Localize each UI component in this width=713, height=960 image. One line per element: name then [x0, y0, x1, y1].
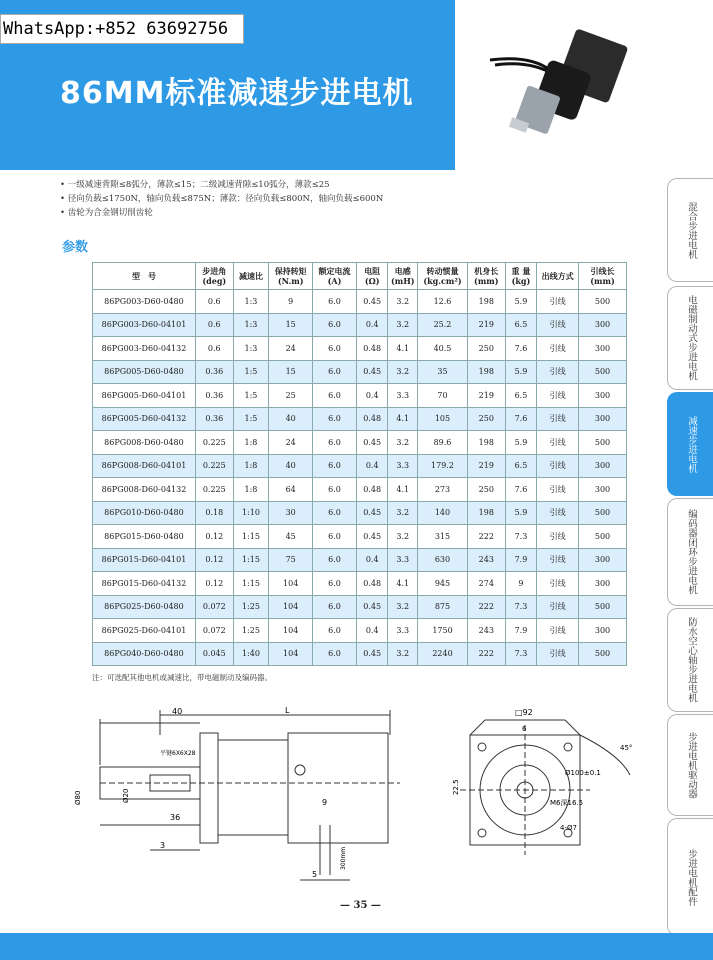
- table-cell: 500: [579, 595, 627, 619]
- table-row: [93, 337, 627, 361]
- table-cell: 70: [418, 384, 468, 408]
- table-cell: 6.0: [313, 478, 357, 502]
- table-cell: 24: [269, 431, 313, 455]
- table-cell: 引线: [537, 337, 579, 361]
- table-header-row: [93, 263, 627, 290]
- table-cell: 0.072: [195, 595, 233, 619]
- dim-40-label: 40: [172, 707, 183, 716]
- model-cell: 86PG025-D60-04101: [93, 619, 196, 643]
- table-cell: 6.0: [313, 572, 357, 596]
- page-title: 86MM标准减速步进电机: [60, 76, 414, 111]
- table-row: [93, 431, 627, 455]
- column-header: 保持转矩 (N.m): [269, 263, 313, 290]
- table-cell: 0.072: [195, 619, 233, 643]
- table-cell: 6.0: [313, 431, 357, 455]
- table-cell: 0.45: [356, 431, 388, 455]
- table-cell: 0.4: [356, 384, 388, 408]
- table-cell: 300: [579, 478, 627, 502]
- table-cell: 引线: [537, 501, 579, 525]
- table-cell: 1:25: [233, 619, 269, 643]
- table-row: [93, 454, 627, 478]
- table-cell: 104: [269, 572, 313, 596]
- dim-3-label: 3: [160, 841, 166, 850]
- table-row: [93, 548, 627, 572]
- table-cell: 引线: [537, 384, 579, 408]
- side-tab[interactable]: 减速步进电机: [667, 392, 713, 496]
- dim-36-label: 36: [170, 813, 181, 822]
- table-cell: 6.0: [313, 360, 357, 384]
- table-cell: 1:5: [233, 360, 269, 384]
- column-header: 机身长 (mm): [467, 263, 505, 290]
- table-cell: 945: [418, 572, 468, 596]
- table-cell: 300: [579, 384, 627, 408]
- table-cell: 9: [269, 290, 313, 314]
- table-cell: 1750: [418, 619, 468, 643]
- table-cell: 500: [579, 501, 627, 525]
- footer-bar: [0, 933, 713, 960]
- model-cell: 86PG005-D60-04132: [93, 407, 196, 431]
- model-cell: 86PG010-D60-0480: [93, 501, 196, 525]
- table-cell: 300: [579, 548, 627, 572]
- table-cell: 0.4: [356, 548, 388, 572]
- table-cell: 3.2: [388, 642, 418, 666]
- table-cell: 0.4: [356, 454, 388, 478]
- table-cell: 引线: [537, 313, 579, 337]
- model-cell: 86PG005-D60-0480: [93, 360, 196, 384]
- table-cell: 3.2: [388, 431, 418, 455]
- table-cell: 25: [269, 384, 313, 408]
- side-tab[interactable]: 步进电机配件: [667, 818, 713, 936]
- table-cell: 7.6: [505, 337, 537, 361]
- bullet-item: • 齿轮为合金钢切削齿轮: [60, 206, 383, 220]
- table-cell: 1:8: [233, 478, 269, 502]
- model-cell: 86PG015-D60-0480: [93, 525, 196, 549]
- table-cell: 198: [467, 360, 505, 384]
- table-cell: 0.225: [195, 431, 233, 455]
- table-cell: 140: [418, 501, 468, 525]
- table-cell: 引线: [537, 642, 579, 666]
- table-cell: 300: [579, 454, 627, 478]
- table-cell: 35: [418, 360, 468, 384]
- table-cell: 24: [269, 337, 313, 361]
- table-cell: 300: [579, 337, 627, 361]
- table-row: [93, 360, 627, 384]
- table-cell: 0.12: [195, 525, 233, 549]
- table-cell: 1:10: [233, 501, 269, 525]
- table-cell: 500: [579, 360, 627, 384]
- table-cell: 0.12: [195, 548, 233, 572]
- table-cell: 0.225: [195, 478, 233, 502]
- table-cell: 6.5: [505, 313, 537, 337]
- dim-5-label: 5: [312, 870, 318, 879]
- table-cell: 3.3: [388, 548, 418, 572]
- table-cell: 300: [579, 313, 627, 337]
- table-cell: 0.36: [195, 384, 233, 408]
- model-cell: 86PG025-D60-0480: [93, 595, 196, 619]
- table-cell: 0.48: [356, 407, 388, 431]
- contact-watermark: WhatsApp:+852 63692756: [0, 14, 244, 44]
- table-cell: 7.6: [505, 407, 537, 431]
- spec-table: [92, 262, 627, 666]
- table-cell: 6.5: [505, 384, 537, 408]
- table-cell: 引线: [537, 525, 579, 549]
- table-cell: 3.3: [388, 384, 418, 408]
- table-cell: 219: [467, 313, 505, 337]
- table-cell: 222: [467, 642, 505, 666]
- table-cell: 4.1: [388, 407, 418, 431]
- table-cell: 6.0: [313, 548, 357, 572]
- table-cell: 0.45: [356, 290, 388, 314]
- table-cell: 0.48: [356, 337, 388, 361]
- table-cell: 引线: [537, 595, 579, 619]
- table-cell: 4.1: [388, 337, 418, 361]
- page-number: — 35 —: [340, 900, 381, 911]
- table-cell: 104: [269, 642, 313, 666]
- table-cell: 5.9: [505, 360, 537, 384]
- table-cell: 6.0: [313, 407, 357, 431]
- column-header: 电阻 (Ω): [356, 263, 388, 290]
- table-row: [93, 407, 627, 431]
- table-cell: 引线: [537, 360, 579, 384]
- table-cell: 7.3: [505, 525, 537, 549]
- table-cell: 1:8: [233, 454, 269, 478]
- table-cell: 315: [418, 525, 468, 549]
- table-cell: 15: [269, 313, 313, 337]
- table-cell: 3.2: [388, 290, 418, 314]
- holes-label: 4-Ø7: [560, 824, 577, 832]
- table-cell: 引线: [537, 548, 579, 572]
- model-cell: 86PG003-D60-04132: [93, 337, 196, 361]
- table-cell: 1:15: [233, 548, 269, 572]
- column-header: 型 号: [93, 263, 196, 290]
- table-row: [93, 642, 627, 666]
- table-cell: 6.0: [313, 642, 357, 666]
- table-cell: 6.0: [313, 525, 357, 549]
- table-cell: 0.45: [356, 595, 388, 619]
- table-row: [93, 619, 627, 643]
- table-cell: 3.2: [388, 501, 418, 525]
- table-row: [93, 384, 627, 408]
- column-header: 转动惯量 (kg.cm²): [418, 263, 468, 290]
- table-cell: 1:5: [233, 384, 269, 408]
- column-header: 减速比: [233, 263, 269, 290]
- table-cell: 500: [579, 525, 627, 549]
- table-cell: 7.6: [505, 478, 537, 502]
- thread-label: M6深16.5: [550, 799, 584, 807]
- side-tab[interactable]: 混合步进电机: [667, 178, 713, 282]
- column-header: 电感 (mH): [388, 263, 418, 290]
- feature-bullets: [60, 178, 383, 220]
- pcd-label: Ø100±0.1: [565, 769, 601, 777]
- table-cell: 630: [418, 548, 468, 572]
- table-cell: 引线: [537, 290, 579, 314]
- table-cell: 40: [269, 454, 313, 478]
- table-cell: 3.2: [388, 313, 418, 337]
- table-cell: 3.3: [388, 619, 418, 643]
- table-cell: 104: [269, 595, 313, 619]
- table-cell: 引线: [537, 454, 579, 478]
- table-cell: 219: [467, 454, 505, 478]
- table-cell: 40.5: [418, 337, 468, 361]
- table-cell: 179.2: [418, 454, 468, 478]
- side-tab[interactable]: 编码器闭环步进电机: [667, 498, 713, 606]
- dimension-drawing: [60, 705, 660, 895]
- table-cell: 0.36: [195, 407, 233, 431]
- table-cell: 3.2: [388, 525, 418, 549]
- table-cell: 0.36: [195, 360, 233, 384]
- table-cell: 1:8: [233, 431, 269, 455]
- table-row: [93, 290, 627, 314]
- column-header: 出线方式: [537, 263, 579, 290]
- table-cell: 6.0: [313, 454, 357, 478]
- table-cell: 300: [579, 407, 627, 431]
- table-row: [93, 313, 627, 337]
- table-cell: 1:15: [233, 572, 269, 596]
- table-cell: 引线: [537, 478, 579, 502]
- dim-6-label: 6: [522, 725, 527, 733]
- table-row: [93, 595, 627, 619]
- table-cell: 7.3: [505, 642, 537, 666]
- table-cell: 0.4: [356, 619, 388, 643]
- table-cell: 45: [269, 525, 313, 549]
- table-cell: 1:15: [233, 525, 269, 549]
- table-cell: 1:3: [233, 290, 269, 314]
- side-tab[interactable]: 电磁制动式步进电机: [667, 286, 713, 390]
- table-cell: 274: [467, 572, 505, 596]
- table-cell: 3.3: [388, 454, 418, 478]
- table-cell: 198: [467, 431, 505, 455]
- table-cell: 5.9: [505, 290, 537, 314]
- table-cell: 15: [269, 360, 313, 384]
- column-header: 步进角 (deg): [195, 263, 233, 290]
- table-cell: 64: [269, 478, 313, 502]
- table-cell: 1:3: [233, 313, 269, 337]
- table-cell: 0.225: [195, 454, 233, 478]
- table-row: [93, 572, 627, 596]
- table-cell: 0.45: [356, 501, 388, 525]
- side-tab[interactable]: 步进电机驱动器: [667, 714, 713, 816]
- table-row: [93, 478, 627, 502]
- table-cell: 6.0: [313, 290, 357, 314]
- table-row: [93, 525, 627, 549]
- table-cell: 0.48: [356, 478, 388, 502]
- table-cell: 6.5: [505, 454, 537, 478]
- table-cell: 12.6: [418, 290, 468, 314]
- table-cell: 30: [269, 501, 313, 525]
- table-cell: 0.4: [356, 313, 388, 337]
- square-92-label: □92: [515, 708, 533, 717]
- table-cell: 0.45: [356, 642, 388, 666]
- model-cell: 86PG008-D60-04132: [93, 478, 196, 502]
- table-cell: 2240: [418, 642, 468, 666]
- table-cell: 1:25: [233, 595, 269, 619]
- model-cell: 86PG008-D60-04101: [93, 454, 196, 478]
- side-tab[interactable]: 防水空心轴步进电机: [667, 608, 713, 712]
- table-cell: 7.9: [505, 619, 537, 643]
- table-cell: 0.18: [195, 501, 233, 525]
- table-cell: 40: [269, 407, 313, 431]
- dim-L-label: L: [285, 706, 290, 715]
- table-cell: 0.48: [356, 572, 388, 596]
- table-cell: 6.0: [313, 501, 357, 525]
- table-cell: 273: [418, 478, 468, 502]
- table-cell: 243: [467, 619, 505, 643]
- model-cell: 86PG015-D60-04132: [93, 572, 196, 596]
- table-cell: 引线: [537, 572, 579, 596]
- model-cell: 86PG008-D60-0480: [93, 431, 196, 455]
- table-cell: 222: [467, 595, 505, 619]
- table-cell: 3.2: [388, 360, 418, 384]
- table-cell: 4.1: [388, 478, 418, 502]
- table-cell: 75: [269, 548, 313, 572]
- table-cell: 3.2: [388, 595, 418, 619]
- table-cell: 500: [579, 431, 627, 455]
- motor-product-image: [470, 20, 640, 160]
- table-cell: 0.12: [195, 572, 233, 596]
- table-cell: 1:40: [233, 642, 269, 666]
- table-cell: 500: [579, 642, 627, 666]
- table-cell: 0.6: [195, 337, 233, 361]
- table-cell: 875: [418, 595, 468, 619]
- table-row: [93, 501, 627, 525]
- section-title: 参数: [62, 240, 89, 255]
- table-cell: 引线: [537, 407, 579, 431]
- table-cell: 6.0: [313, 619, 357, 643]
- table-cell: 5.9: [505, 431, 537, 455]
- table-cell: 198: [467, 501, 505, 525]
- table-note: 注：可选配其他电机或减速比，带电磁制动及编码器。: [92, 673, 272, 682]
- table-cell: 7.9: [505, 548, 537, 572]
- model-cell: 86PG003-D60-04101: [93, 313, 196, 337]
- table-cell: 9: [505, 572, 537, 596]
- model-cell: 86PG040-D60-0480: [93, 642, 196, 666]
- table-cell: 6.0: [313, 384, 357, 408]
- table-cell: 6.0: [313, 313, 357, 337]
- table-cell: 引线: [537, 431, 579, 455]
- table-cell: 250: [467, 478, 505, 502]
- table-cell: 0.45: [356, 360, 388, 384]
- column-header: 重 量 (kg): [505, 263, 537, 290]
- bullet-item: • 径向负载≤1750N，轴向负载≤875N；薄款：径向负载≤800N，轴向负载≤600N: [60, 192, 383, 206]
- table-cell: 104: [269, 619, 313, 643]
- table-cell: 222: [467, 525, 505, 549]
- bullet-item: • 一级减速背隙≤8弧分，薄款≤15；二级减速背隙≤10弧分，薄款≤25: [60, 178, 383, 192]
- table-cell: 0.045: [195, 642, 233, 666]
- model-cell: 86PG003-D60-0480: [93, 290, 196, 314]
- table-cell: 6.0: [313, 595, 357, 619]
- dim-9-label: 9: [322, 798, 328, 807]
- angle-label: 45°: [620, 744, 633, 752]
- table-cell: 198: [467, 290, 505, 314]
- table-cell: 1:3: [233, 337, 269, 361]
- table-cell: 4.1: [388, 572, 418, 596]
- table-cell: 0.6: [195, 290, 233, 314]
- model-cell: 86PG015-D60-04101: [93, 548, 196, 572]
- dia-20-label: Ø20: [122, 788, 130, 803]
- table-cell: 250: [467, 407, 505, 431]
- column-header: 引线长(mm): [579, 263, 627, 290]
- table-cell: 243: [467, 548, 505, 572]
- table-cell: 89.6: [418, 431, 468, 455]
- dia-80-label: Ø80: [74, 790, 82, 805]
- table-cell: 5.9: [505, 501, 537, 525]
- table-cell: 1:5: [233, 407, 269, 431]
- table-cell: 250: [467, 337, 505, 361]
- lead-length-label: 300mm: [340, 846, 347, 870]
- table-cell: 300: [579, 572, 627, 596]
- table-cell: 25.2: [418, 313, 468, 337]
- key-label: 平键6X6X28: [160, 750, 196, 757]
- table-cell: 219: [467, 384, 505, 408]
- table-cell: 7.3: [505, 595, 537, 619]
- table-cell: 105: [418, 407, 468, 431]
- table-cell: 6.0: [313, 337, 357, 361]
- table-cell: 500: [579, 290, 627, 314]
- table-cell: 300: [579, 619, 627, 643]
- model-cell: 86PG005-D60-04101: [93, 384, 196, 408]
- table-cell: 引线: [537, 619, 579, 643]
- table-cell: 0.6: [195, 313, 233, 337]
- table-cell: 0.45: [356, 525, 388, 549]
- column-header: 额定电流 (A): [313, 263, 357, 290]
- dim-22-5-label: 22.5: [452, 779, 460, 795]
